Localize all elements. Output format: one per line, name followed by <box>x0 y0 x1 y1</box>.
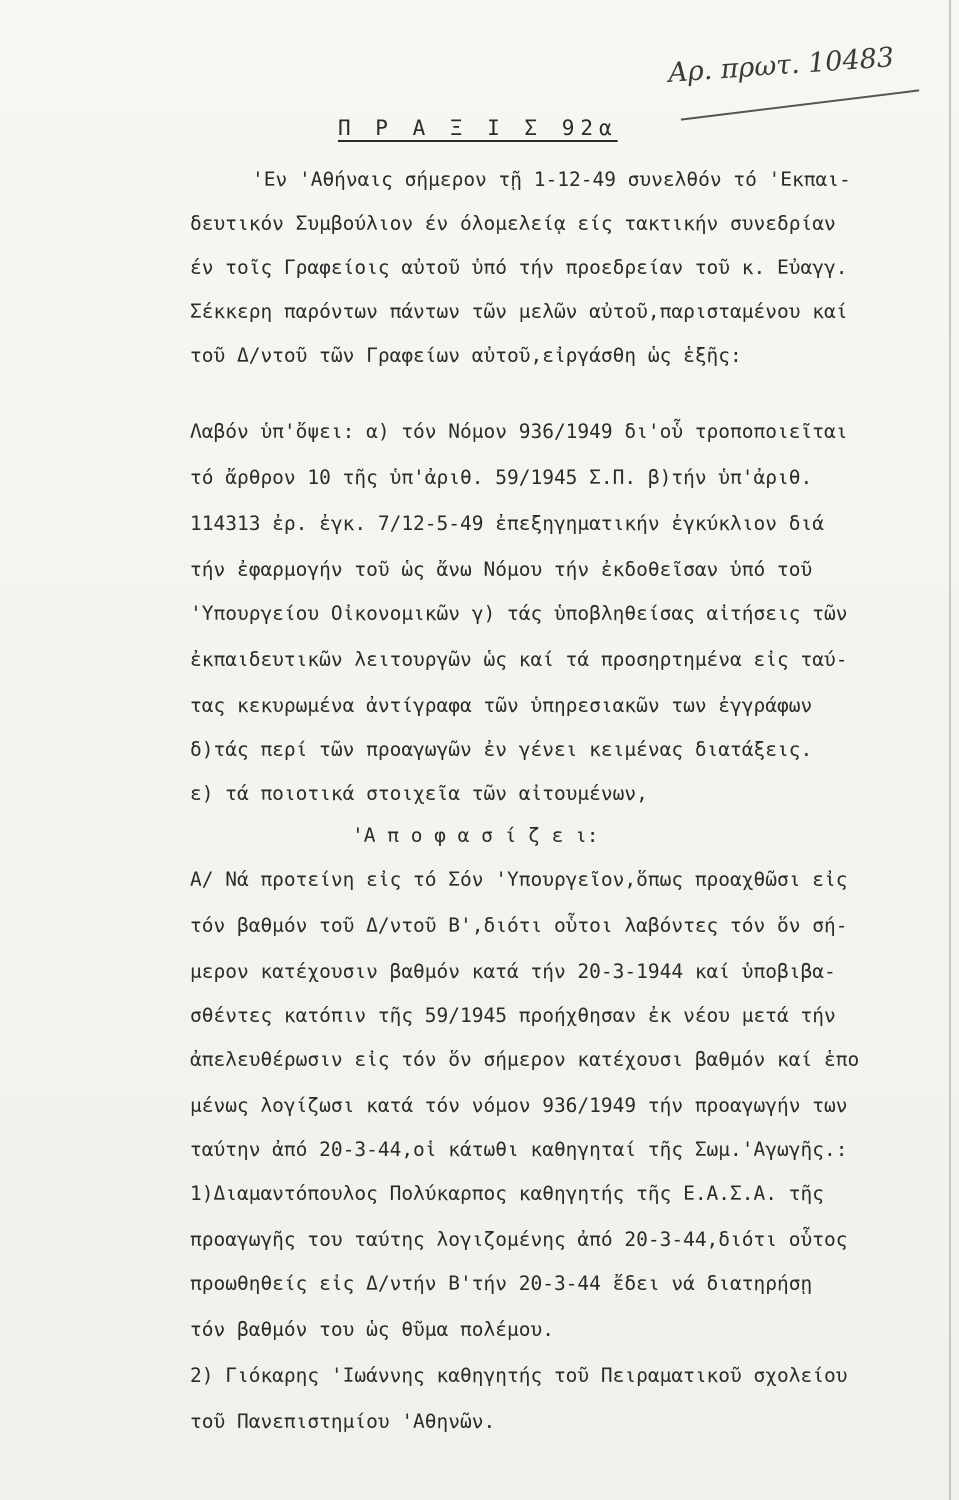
text-line: Α/ Νά προτείνη εἰς τό Σόν 'Υπουργεῖον,ὅπως προαχθῶσι εἰς <box>190 868 848 891</box>
text-line: 1)Διαμαντόπουλος Πολύκαρπος καθηγητής τῆς Ε.Α.Σ.Α. τῆς <box>190 1182 824 1205</box>
text-line: τό ἄρθρον 10 τῆς ὑπ'ἀριθ. 59/1945 Σ.Π. β)τήν ὑπ'ἀριθ. <box>190 466 813 489</box>
text-line: 'Υπουργείου Οἰκονομικῶν γ) τάς ὑποβληθείσας αἰτήσεις τῶν <box>190 602 848 625</box>
text-line: ε) τά ποιοτικά στοιχεῖα τῶν αἰτουμένων, <box>190 782 648 805</box>
text-line: έν τοῖς Γραφείοις αὐτοῦ ὑπό τήν προεδρείαν τοῦ κ. Εὐαγγ. <box>190 256 848 279</box>
text-line: σθέντες κατόπιν τῆς 59/1945 προήχθησαν ἐκ νέου μετά τήν <box>190 1004 836 1027</box>
text-line: τόν βαθμόν τοῦ Δ/ντοῦ Β',διότι οὗτοι λαβόντες τόν ὅν σή- <box>190 914 848 937</box>
text-line: 2) Γιόκαρης 'Ιωάννης καθηγητής τοῦ Πειραματικοῦ σχολείου <box>190 1364 848 1387</box>
text-line: τόν βαθμόν του ὡς θῦμα πολέμου. <box>190 1318 554 1341</box>
text-line: τήν ἐφαρμογήν τοῦ ὡς ἄνω Νόμου τήν ἐκδοθεῖσαν ὑπό τοῦ <box>190 558 813 581</box>
page-edge <box>949 0 951 1500</box>
text-line: ἐκπαιδευτικῶν λειτουργῶν ὡς καί τά προσηρτημένα εἰς ταύ- <box>190 648 848 671</box>
annotation-underline <box>681 89 919 120</box>
text-line: δ)τάς περί τῶν προαγωγῶν ἐν γένει κειμένας διατάξεις. <box>190 738 813 761</box>
text-line: τοῦ Πανεπιστημίου 'Αθηνῶν. <box>190 1410 496 1433</box>
handwritten-protocol-number: Αρ. πρωτ. 10483 <box>667 42 895 89</box>
text-line: 'Εν 'Αθήναις σήμερον τῇ 1-12-49 συνελθόν τό 'Εκπαι- <box>252 168 851 191</box>
text-line: μερον κατέχουσιν βαθμόν κατά τήν 20-3-1944 καί ὑποβιβα- <box>190 960 836 983</box>
text-line: Λαβόν ὑπ'ὄψει: α) τόν Νόμον 936/1949 δι'οὗ τροποποιεῖται <box>190 420 848 443</box>
text-line: ἀπελευθέρωσιν εἰς τόν ὅν σήμερον κατέχουσι βαθμόν καί ἑπο <box>190 1048 860 1071</box>
text-line: 114313 ἐρ. ἐγκ. 7/12-5-49 ἐπεξηγηματικήν ἐγκύκλιον διά <box>190 512 824 535</box>
text-line: προαγωγῆς του ταύτης λογιζομένης ἀπό 20-3-44,διότι οὗτος <box>190 1228 848 1251</box>
text-line: τοῦ Δ/ντοῦ τῶν Γραφείων αὐτοῦ,εἰργάσθη ὡς ἑξῆς: <box>190 344 742 367</box>
text-line: τας κεκυρωμένα ἀντίγραφα τῶν ὑπηρεσιακῶν των ἐγγράφων <box>190 694 813 717</box>
text-line: ταύτην ἀπό 20-3-44,οἱ κάτωθι καθηγηταί τῆς Σωμ.'Αγωγῆς.: <box>190 1138 848 1161</box>
text-line: δευτικόν Συμβούλιον έν όλομελείᾳ είς τακτικήν συνεδρίαν <box>190 212 836 235</box>
text-line: προωθηθείς εἰς Δ/ντήν Β'τήν 20-3-44 ἔδει νά διατηρήσῃ <box>190 1272 813 1295</box>
decision-heading: 'Α π ο φ α σ ί ζ ε ι: <box>352 824 599 847</box>
text-line: μένως λογίζωσι κατά τόν νόμον 936/1949 τήν προαγωγήν των <box>190 1094 848 1117</box>
text-line: Σέκκερη παρόντων πάντων τῶν μελῶν αὐτοῦ,παρισταμένου καί <box>190 300 848 323</box>
document-title: Π Ρ Α Ξ Ι Σ 92α <box>338 116 618 140</box>
